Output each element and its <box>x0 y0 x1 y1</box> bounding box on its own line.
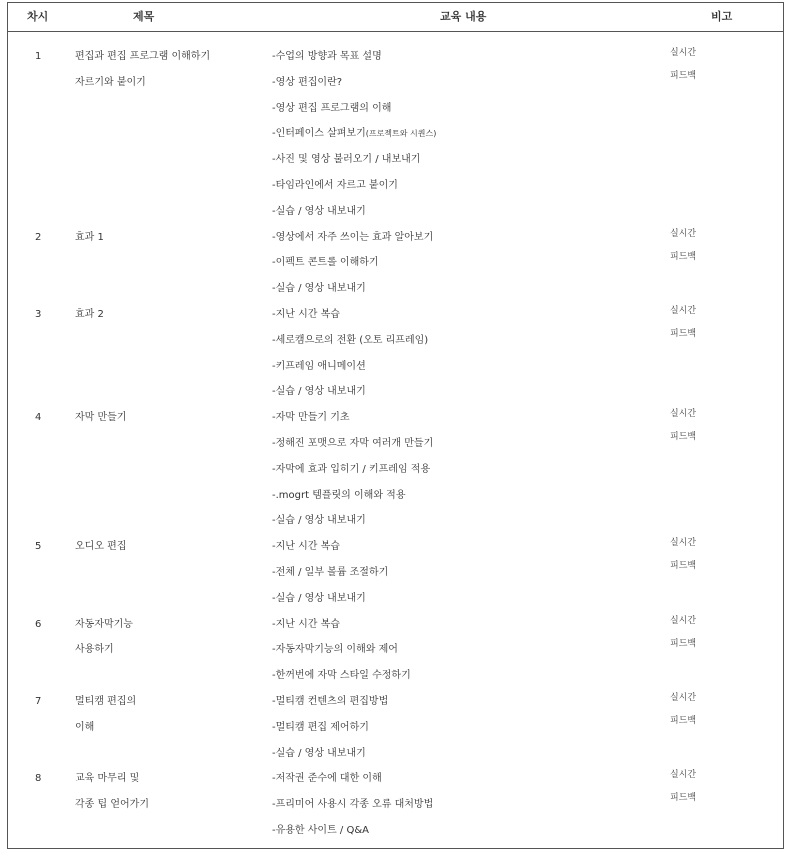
session-number: 8 <box>35 773 42 785</box>
session-note: 피드백 <box>670 561 697 572</box>
session-note: 실시간 <box>670 48 697 58</box>
content-item: -유용한 사이트 / Q&A <box>272 825 369 836</box>
content-item: -실습 / 영상 내보내기 <box>272 747 366 759</box>
session-number: 4 <box>35 412 42 424</box>
content-item: -한꺼번에 자막 스타일 수정하기 <box>272 670 411 682</box>
session-note: 실시간 <box>670 770 697 781</box>
session-note: 실시간 <box>670 693 697 703</box>
session-title: 편집과 편집 프로그램 이해하기 <box>75 51 211 62</box>
session-note: 피드백 <box>670 251 697 262</box>
content-item: -실습 / 영상 내보내기 <box>272 592 366 604</box>
session-number: 1 <box>35 51 42 62</box>
session-number: 5 <box>35 541 42 553</box>
session-note: 실시간 <box>670 538 697 549</box>
session-note: 피드백 <box>670 638 697 649</box>
session-title: 사용하기 <box>75 644 114 656</box>
content-item: -실습 / 영상 내보내기 <box>272 283 366 295</box>
session-number: 2 <box>35 231 42 243</box>
session-title: 효과 1 <box>75 231 104 243</box>
session-note: 피드백 <box>670 71 697 81</box>
content-item: -지난 시간 복습 <box>272 309 340 320</box>
session-number: 6 <box>35 618 42 630</box>
content-item: -실습 / 영상 내보내기 <box>272 515 366 527</box>
content-item: -실습 / 영상 내보내기 <box>272 386 366 398</box>
session-note: 실시간 <box>670 615 697 626</box>
header-title: 제목 <box>133 10 155 23</box>
content-item: -지난 시간 복습 <box>272 618 340 630</box>
content-item: -.mogrt 템플릿의 이해와 적용 <box>272 489 406 501</box>
content-item: -멀티캠 편집 제어하기 <box>272 721 369 733</box>
session-note: 피드백 <box>670 793 697 804</box>
content-item-text: -인터페이스 살펴보기 <box>272 128 366 140</box>
header-note: 비고 <box>711 10 733 23</box>
content-item: -영상 편집 프로그램의 이해 <box>272 102 392 114</box>
session-title: 각종 팁 얻어가기 <box>75 799 149 811</box>
content-item: -이펙트 콘트롤 이해하기 <box>272 257 379 269</box>
session-title: 이해 <box>75 721 95 733</box>
content-item: -전체 / 일부 볼륨 조절하기 <box>272 567 389 578</box>
content-item: -자막 만들기 기초 <box>272 412 350 424</box>
content-item: -세로캠으로의 전환 (오토 리프레임) <box>272 334 429 346</box>
session-title: 멀티캠 편집의 <box>75 696 137 707</box>
content-item: -자막에 효과 입히기 / 키프레임 적용 <box>272 463 431 475</box>
content-item: -키프레임 애니메이션 <box>272 360 366 372</box>
session-number: 7 <box>35 696 42 707</box>
content-item: -실습 / 영상 내보내기 <box>272 205 366 217</box>
session-title: 자막 만들기 <box>75 412 127 424</box>
content-item: -영상 편집이란? <box>272 76 343 88</box>
session-note: 실시간 <box>670 306 697 316</box>
header-session: 차시 <box>27 10 49 23</box>
session-note: 피드백 <box>670 716 697 726</box>
content-item <box>272 128 436 140</box>
session-note: 피드백 <box>670 432 697 443</box>
content-item: -영상에서 자주 쓰이는 효과 알아보기 <box>272 231 434 243</box>
content-item: -정해진 포맷으로 자막 여러개 만들기 <box>272 438 434 449</box>
content-item: -멀티캠 컨텐츠의 편집방법 <box>272 696 389 707</box>
session-title: 효과 2 <box>75 309 104 320</box>
session-note: 실시간 <box>670 409 697 420</box>
content-item: -사진 및 영상 불러오기 / 내보내기 <box>272 154 421 166</box>
content-item-suffix: (프로젝트와 시퀀스) <box>365 129 437 139</box>
session-note: 피드백 <box>670 329 697 339</box>
content-item: -타임라인에서 자르고 붙이기 <box>272 180 398 191</box>
content-item: -저작권 준수에 대한 이해 <box>272 773 382 785</box>
header-divider <box>7 31 784 32</box>
session-title: 자르기와 붙이기 <box>75 76 146 88</box>
session-note: 실시간 <box>670 228 697 239</box>
content-item: -자동자막기능의 이해와 제어 <box>272 644 398 656</box>
session-number: 3 <box>35 309 42 320</box>
session-title: 자동자막기능 <box>75 618 133 630</box>
content-item: -수업의 방향과 목표 설명 <box>272 51 382 62</box>
session-title: 오디오 편집 <box>75 541 127 553</box>
session-title: 교육 마무리 및 <box>75 773 140 785</box>
content-item: -프리미어 사용시 각종 오류 대처방법 <box>272 799 434 811</box>
content-item: -지난 시간 복습 <box>272 541 340 553</box>
header-content: 교육 내용 <box>440 10 487 23</box>
